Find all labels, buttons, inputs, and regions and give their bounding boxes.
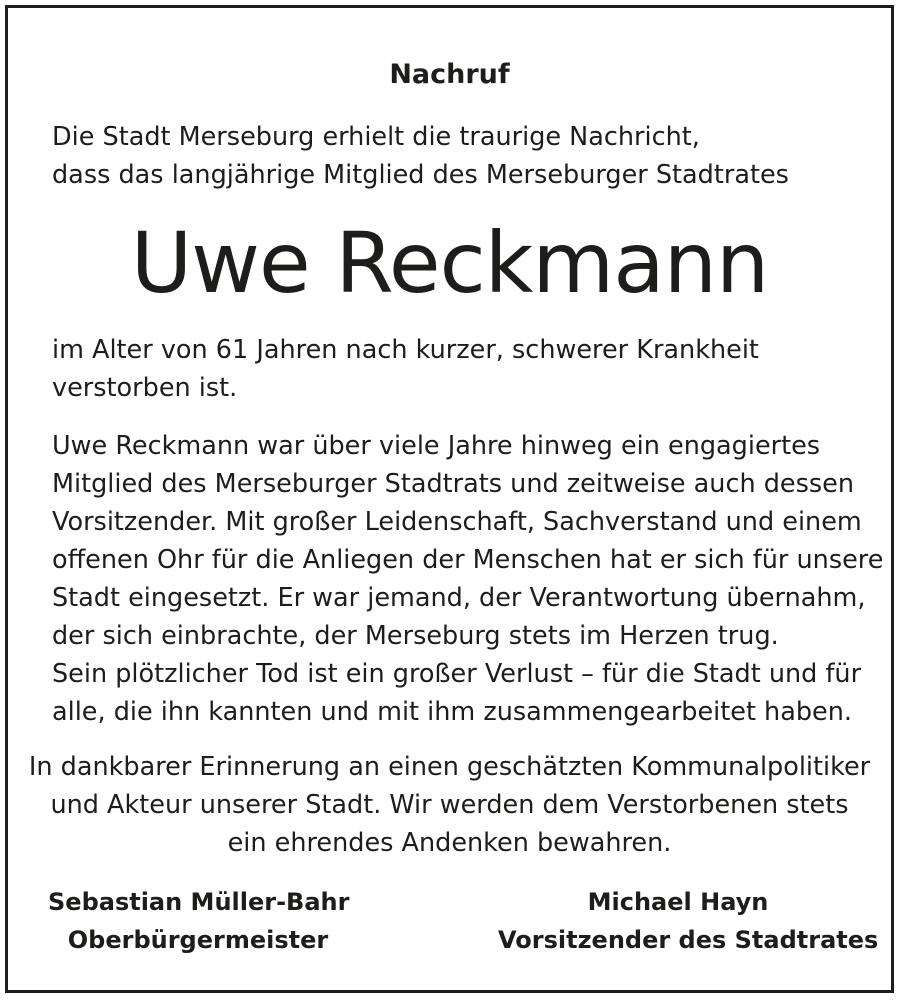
tribute-line: offenen Ohr für die Anliegen der Menschen hat er sich für unsere (52, 545, 884, 575)
intro-text (52, 118, 789, 194)
closing-text (8, 748, 891, 862)
closing-line: In dankbarer Erinnerung an einen geschätzten Kommunalpolitiker (28, 752, 871, 782)
age-line: verstorben ist. (52, 373, 238, 403)
obituary-heading: Nachruf (389, 59, 510, 90)
tribute-line: Mitglied des Merseburger Stadtrats und zeitweise auch dessen (52, 469, 855, 499)
signature-mayor (48, 883, 348, 959)
tribute-line: der sich einbrachte, der Merseburg stets im Herzen trug. (52, 621, 779, 651)
closing-line: und Akteur unserer Stadt. Wir werden dem Verstorbenen stets (50, 790, 849, 820)
obituary-frame (5, 5, 894, 993)
signatory-role: Oberbürgermeister (67, 926, 329, 954)
tribute-paragraph (52, 427, 883, 731)
tribute-line: Sein plötzlicher Tod ist ein großer Verlust – für die Stadt und für (52, 659, 862, 689)
intro-line: Die Stadt Merseburg erhielt die traurige Nachricht, (52, 122, 700, 152)
age-text (52, 331, 759, 407)
signatory-role: Vorsitzender des Stadtrates (498, 926, 879, 954)
deceased-name: Uwe Reckmann (130, 214, 769, 312)
signature-council-chair (498, 883, 879, 959)
tribute-line: Stadt eingesetzt. Er war jemand, der Verantwortung übernahm, (52, 583, 866, 613)
age-line: im Alter von 61 Jahren nach kurzer, schwerer Krankheit (52, 335, 759, 365)
tribute-line: Uwe Reckmann war über viele Jahre hinweg ein engagiertes (52, 431, 821, 461)
intro-line: dass das langjährige Mitglied des Merseburger Stadtrates (52, 160, 789, 190)
signatory-name: Sebastian Müller-Bahr (48, 888, 350, 916)
closing-line: ein ehrendes Andenken bewahren. (227, 828, 672, 858)
tribute-line: Vorsitzender. Mit großer Leidenschaft, Sachverstand und einem (52, 507, 862, 537)
tribute-line: alle, die ihn kannten und mit ihm zusammengearbeitet haben. (52, 697, 852, 727)
signatory-name: Michael Hayn (587, 888, 769, 916)
